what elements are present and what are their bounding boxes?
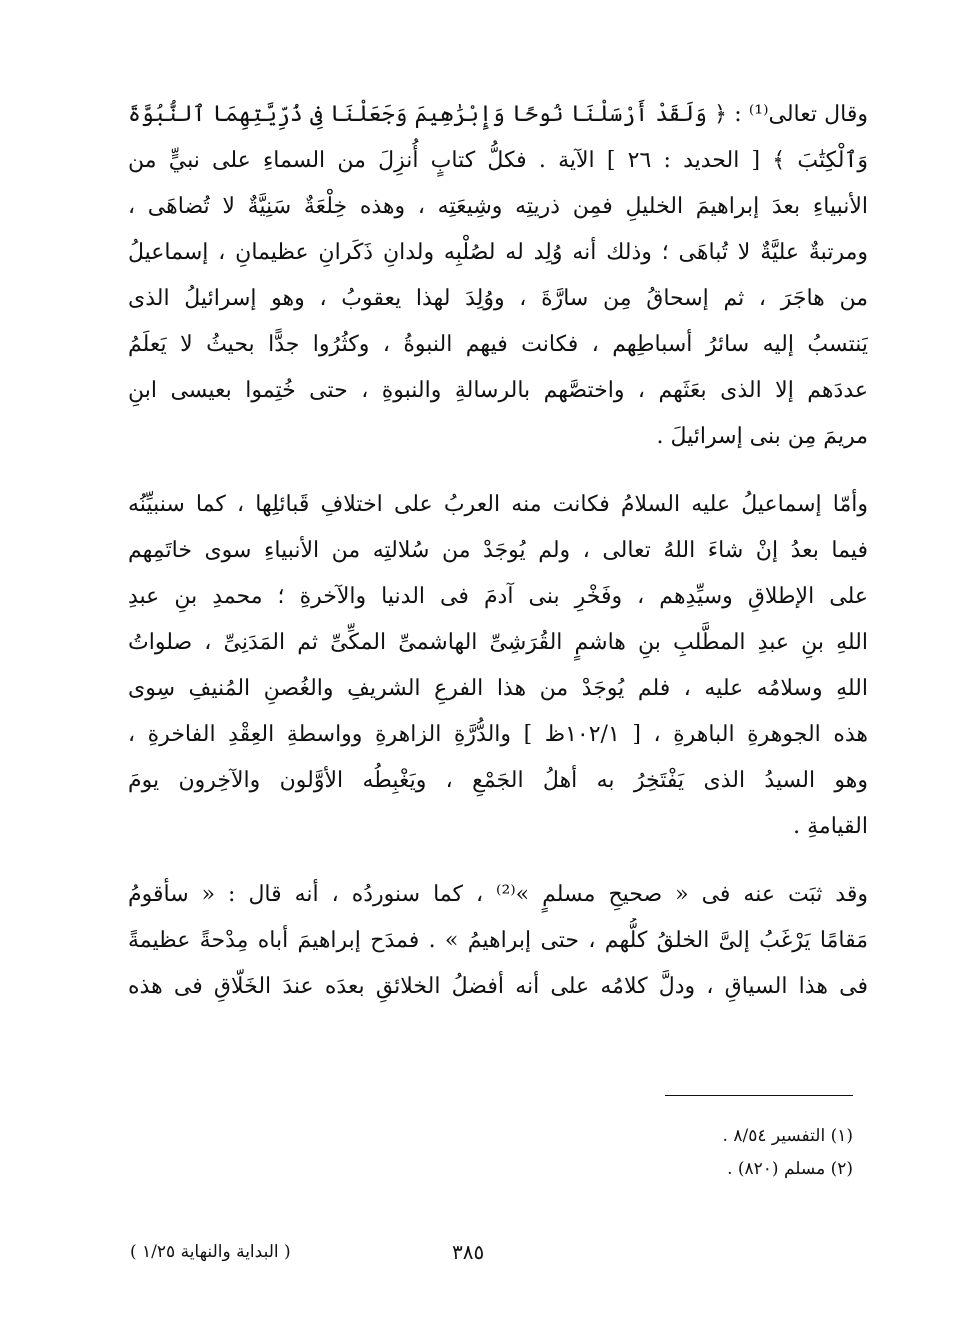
text-line: فيما بعدُ إنْ شاءَ اللهُ تعالى ، ولم يُوجَدْ من سُلالتِه من الأنبياءِ سوى خاتَمِهم xyxy=(128,538,868,563)
footnote-1: (١) التفسير ٨/٥٤ . xyxy=(722,1126,853,1146)
text-line: هذه الجوهرةِ الباهرةِ ، [ ١٠٢/١ظ ] والدُّرَّةِ الزاهرةِ وواسطةِ العِقْدِ الفاخرةِ ، xyxy=(128,722,868,747)
text-line: مريمَ مِن بنى إسرائيلَ . xyxy=(656,424,868,449)
paragraph-gap xyxy=(128,460,868,482)
text-line: وأمّا إسماعيلُ عليه السلامُ فكانت منه العربُ على اختلافِ قَبائلِها ، كما سنبيِّنُه xyxy=(128,492,868,517)
footnotes xyxy=(453,1120,853,1186)
footnote-divider xyxy=(665,1095,853,1096)
text-line: وهو السيدُ الذى يَفْتَخِرُ به أهلُ الجَمْعِ ، ويَغْبِطُه الأوَّلون والآخِرون يومَ xyxy=(128,768,868,793)
paragraph-gap xyxy=(128,850,868,872)
text-line: الأنبياءِ بعدَ إبراهيمَ الخليلِ فمِن ذريتِه وشِيعَتِه ، وهذه خِلْعَةٌ سَنِيَّةٌ لا تُضاهَى ، xyxy=(128,194,868,219)
text-line: ومرتبةٌ عليَّةٌ لا تُباهَى ؛ وذلك أنه وُلِد له لصُلْبِه ولدانِ ذَكَرانِ عظيمانِ ، إسماعيلُ xyxy=(128,240,868,265)
footnote-2: (٢) مسلم (٨٢٠) . xyxy=(727,1159,853,1179)
page-number: ٣٨٥ xyxy=(452,1240,485,1264)
paragraph-1 xyxy=(128,92,868,460)
main-text xyxy=(128,92,868,1010)
text-line: فى هذا السياقِ ، ودلَّ كلامُه على أنه أفضلُ الخلائقِ بعدَه عندَ الخَلّاقِ فى هذه xyxy=(128,974,868,999)
text-line: مَقامًا يَرْغَبُ إلىَّ الخلقُ كلُّهم ، حتى إبراهيمُ » . فمدَح إبراهيمَ أباه مِدْحةً عظيمةً xyxy=(128,928,868,953)
text-line: اللهِ وسلامُه عليه ، فلم يُوجَدْ من هذا الفرعِ الشريفِ والغُصنِ المُنيفِ سِوى xyxy=(128,676,868,701)
text-line: يَنتسبُ إليه سائرُ أسباطِهم ، فكانت فيهم النبوةُ ، وكثُرُوا جدًّا بحيثُ لا يَعلَمُ xyxy=(128,332,868,357)
paragraph-3 xyxy=(128,872,868,1010)
text-line: القيامةِ . xyxy=(793,814,868,839)
text-line: وقد ثبَت عنه فى « صحيحِ مسلمٍ »⁽²⁾ ، كما سنوردُه ، أنه قال : « سأقومُ xyxy=(128,882,868,907)
page-source-reference: ( البداية والنهاية ١/٢٥ ) xyxy=(130,1242,291,1262)
text-line: من هاجَرَ ، ثم إسحاقُ مِن سارَّةَ ، ووُلِدَ لهذا يعقوبُ ، وهو إسرائيلُ الذى xyxy=(128,286,868,311)
text-line: عددَهم إلا الذى بعَثَهم ، واختصَّهم بالرسالةِ والنبوةِ ، حتى خُتِموا بعيسى ابنِ xyxy=(128,378,868,403)
text-line: وقال تعالى⁽¹⁾ : ﴿ وَلَقَدْ أَرْسَلْنَا نُوحًا وَإِبْرَٰهِيمَ وَجَعَلْنَا فِى ذُرِّيَّتِهِمَا ٱلنُّبُوَّةَ xyxy=(128,102,868,127)
paragraph-2 xyxy=(128,482,868,850)
text-line: على الإطلاقِ وسيِّدِهم ، وفَخْرِ بنى آدمَ فى الدنيا والآخرةِ ؛ محمدِ بنِ عبدِ xyxy=(128,584,868,609)
text-line: اللهِ بنِ عبدِ المطَّلبِ بنِ هاشمٍ القُرَشِىِّ الهاشمىِّ المكِّىِّ ثم المَدَنِىِّ ، صلواتُ xyxy=(128,630,868,655)
text-line: وَٱلْكِتَٰبَ ﴾ [ الحديد : ٢٦ ] الآية . فكلُّ كتابٍ أُنزِلَ من السماءِ على نبيٍّ من xyxy=(128,148,868,173)
